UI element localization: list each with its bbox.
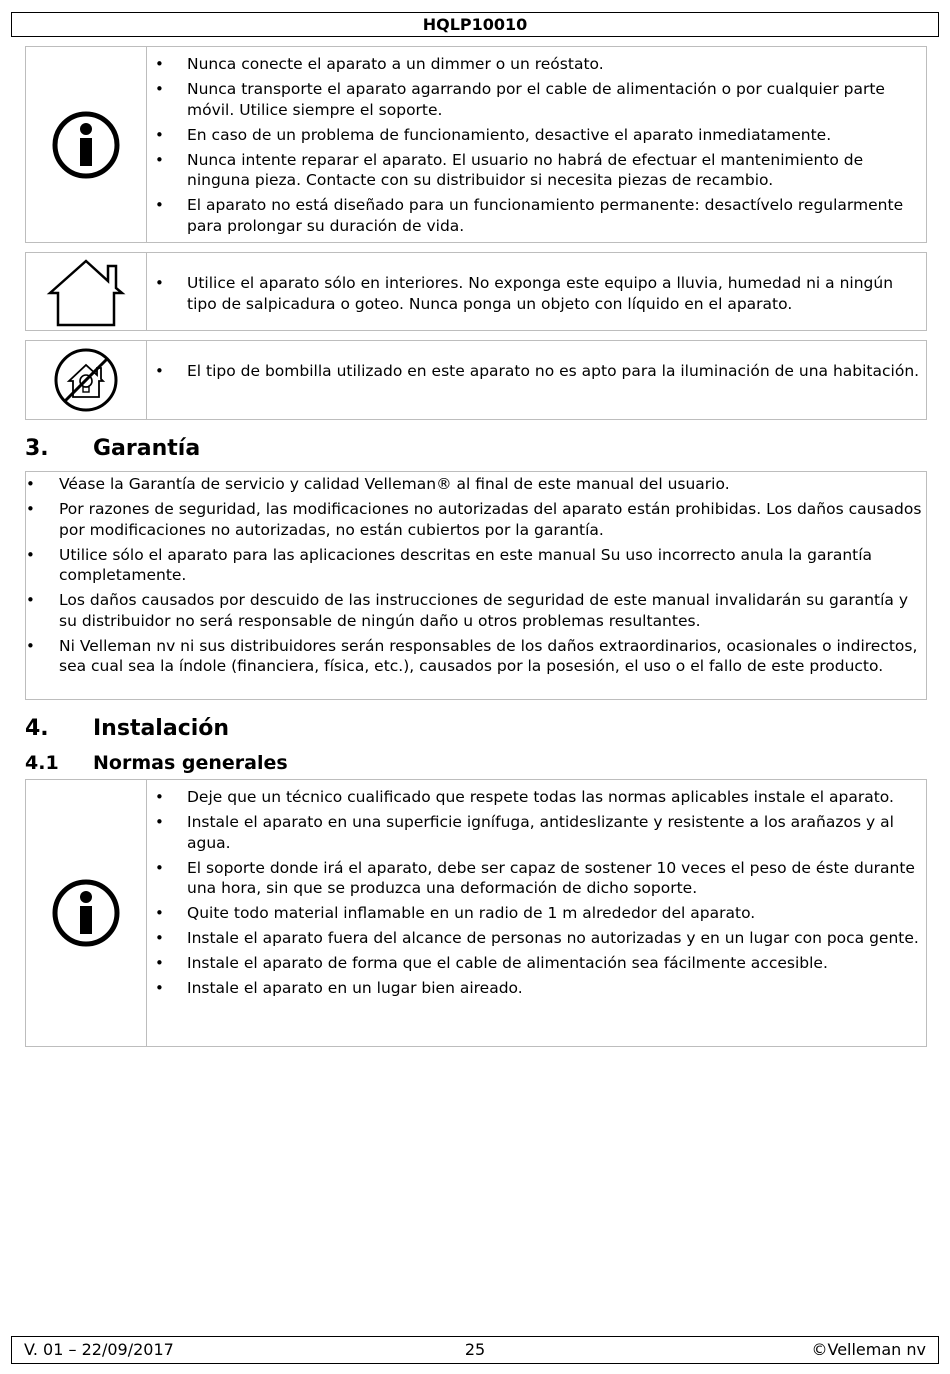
list-item: • Ni Velleman nv ni sus distribuidores serán responsables de los daños extraordinarios, ocasionales o indirectos, sea cual sea la índole (financiera, física, etc.), causados por la posesión, el uso o el fallo de este producto. [12,636,926,677]
subsection-heading-normas [25,751,288,775]
house-icon [46,257,126,327]
list-item: • Nunca intente reparar el aparato. El usuario no habrá de efectuar el mantenimiento de ninguna pieza. Contacte con su distribuidor si necesita piezas de recambio. [147,150,920,191]
bullet-list [147,787,920,999]
subsection-title: Normas generales [93,752,288,774]
list-item: • El aparato no está diseñado para un funcionamiento permanente: desactívelo regularmente para prolongar su duración de vida. [147,195,920,236]
general-rules-table [25,779,927,1047]
footer-copyright: ©Velleman nv [811,1340,926,1359]
bullet-list [12,474,926,677]
footer-version: V. 01 – 22/09/2017 [24,1340,174,1359]
document-header [11,12,939,37]
text-cell [147,47,926,242]
bullet-list [147,54,920,236]
text-cell [147,253,926,330]
list-item: • Utilice sólo el aparato para las aplicaciones descritas en este manual Su uso incorrecto anula la garantía completamente. [12,545,926,586]
list-item: • Nunca conecte el aparato a un dimmer o un reóstato. [147,54,920,75]
list-item: • Los daños causados por descuido de las instrucciones de seguridad de este manual invalidarán su garantía y su distribuidor no será responsable de ningún daño u otros problemas resultantes. [12,590,926,631]
info-icon [51,878,121,948]
list-item: • El soporte donde irá el aparato, debe ser capaz de sostener 10 veces el peso de éste durante una hora, sin que se produzca una deformación de dicho soporte. [147,858,920,899]
list-item: • Quite todo material inflamable en un radio de 1 m alrededor del aparato. [147,903,920,924]
icon-cell [26,253,147,330]
footer-page-number: 25 [464,1340,486,1359]
list-item: • Instale el aparato de forma que el cable de alimentación sea fácilmente accesible. [147,953,920,974]
list-item: • El tipo de bombilla utilizado en este aparato no es apto para la iluminación de una habitación. [147,361,920,382]
list-item: • Instale el aparato en una superficie ignífuga, antideslizante y resistente a los arañazos y al agua. [147,812,920,853]
safety-info-table [25,46,927,243]
bullet-list [147,361,920,382]
list-item: • Nunca transporte el aparato agarrando por el cable de alimentación o por cualquier parte móvil. Utilice siempre el soporte. [147,79,920,120]
text-cell [147,341,926,419]
document-footer [11,1336,939,1364]
list-item: • En caso de un problema de funcionamiento, desactive el aparato inmediatamente. [147,125,920,146]
section-number: 3. [25,436,49,461]
subsection-number: 4.1 [25,752,59,774]
list-item: • Instale el aparato fuera del alcance de personas no autorizadas y en un lugar con poca gente. [147,928,920,949]
section-title: Instalación [93,716,230,741]
list-item: • Véase la Garantía de servicio y calidad Velleman® al final de este manual del usuario. [12,474,926,495]
section-heading-garantia [25,436,200,462]
icon-cell [26,341,147,419]
no-room-lighting-icon [51,345,121,415]
text-cell [147,780,926,1046]
indoor-use-table [25,252,927,331]
warranty-table [25,471,927,700]
section-title: Garantía [93,436,201,461]
header-title: HQLP10010 [422,15,528,34]
no-room-lighting-table [25,340,927,420]
icon-cell [26,780,147,1046]
bullet-list [147,273,920,314]
list-item: • Por razones de seguridad, las modificaciones no autorizadas del aparato están prohibidas. Los daños causados por modificaciones no autorizadas, no están cubiertos por la garantía. [12,499,926,540]
info-icon [51,110,121,180]
list-item: • Utilice el aparato sólo en interiores. No exponga este equipo a lluvia, humedad ni a ningún tipo de salpicadura o goteo. Nunca ponga un objeto con líquido en el aparato. [147,273,920,314]
list-item: • Deje que un técnico cualificado que respete todas las normas aplicables instale el aparato. [147,787,920,808]
list-item: • Instale el aparato en un lugar bien aireado. [147,978,920,999]
section-number: 4. [25,716,49,741]
icon-cell [26,47,147,242]
section-heading-instalacion [25,716,229,742]
